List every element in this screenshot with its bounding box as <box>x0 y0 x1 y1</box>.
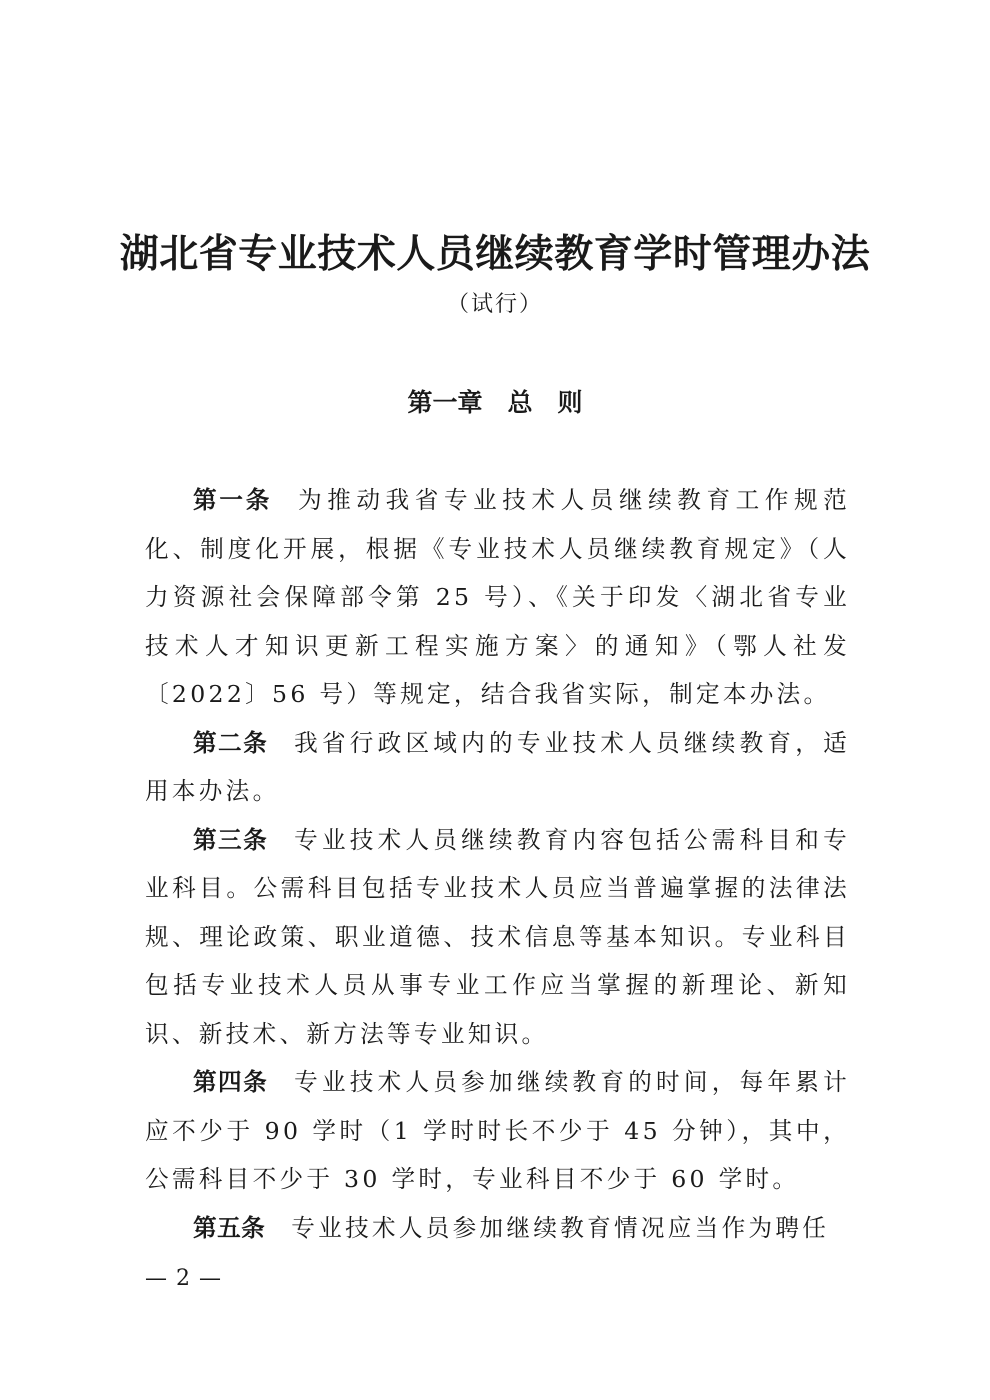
article-4-text: 专业技术人员参加继续教育的时间，每年累计应不少于 90 学时（1 学时时长不少于 45 分钟），其中，公需科目不少于 30 学时，专业科目不少于 60 学时。 <box>145 1068 850 1193</box>
article-4 <box>145 1058 850 1204</box>
document-title: 湖北省专业技术人员继续教育学时管理办法 <box>119 231 871 277</box>
article-1 <box>145 476 850 719</box>
article-4-label: 第四条 <box>193 1068 269 1096</box>
article-1-label: 第一条 <box>193 486 273 514</box>
article-3 <box>145 816 850 1059</box>
article-2 <box>145 719 850 816</box>
article-5-text: 专业技术人员参加继续教育情况应当作为聘任 <box>291 1213 830 1242</box>
document-subtitle: （试行） <box>446 292 543 317</box>
article-3-label: 第三条 <box>193 825 269 854</box>
article-2-text: 我省行政区域内的专业技术人员继续教育，适用本办法。 <box>145 728 850 805</box>
article-2-label: 第二条 <box>193 728 269 757</box>
article-5 <box>145 1204 850 1253</box>
article-5-label: 第五条 <box>193 1213 266 1242</box>
article-list <box>145 476 850 1252</box>
article-1-text: 为推动我省专业技术人员继续教育工作规范化、制度化开展，根据《专业技术人员继续教育规定》（人力资源社会保障部令第 25 号）、《关于印发〈湖北省专业技术人才知识更新工程实施方案〉的通知》（鄂人社发〔2022〕56 号）等规定，结合我省实际，制定本办法。 <box>145 486 851 708</box>
page-number: — 2 — <box>145 1266 222 1291</box>
chapter-heading: 第一章 总 则 <box>407 388 583 417</box>
article-3-text: 专业技术人员继续教育内容包括公需科目和专业科目。公需科目包括专业技术人员应当普遍掌握的法律法规、理论政策、职业道德、技术信息等基本知识。专业科目包括专业技术人员从事专业工作应当掌握的新理论、新知识、新技术、新方法等专业知识。 <box>145 825 850 1048</box>
